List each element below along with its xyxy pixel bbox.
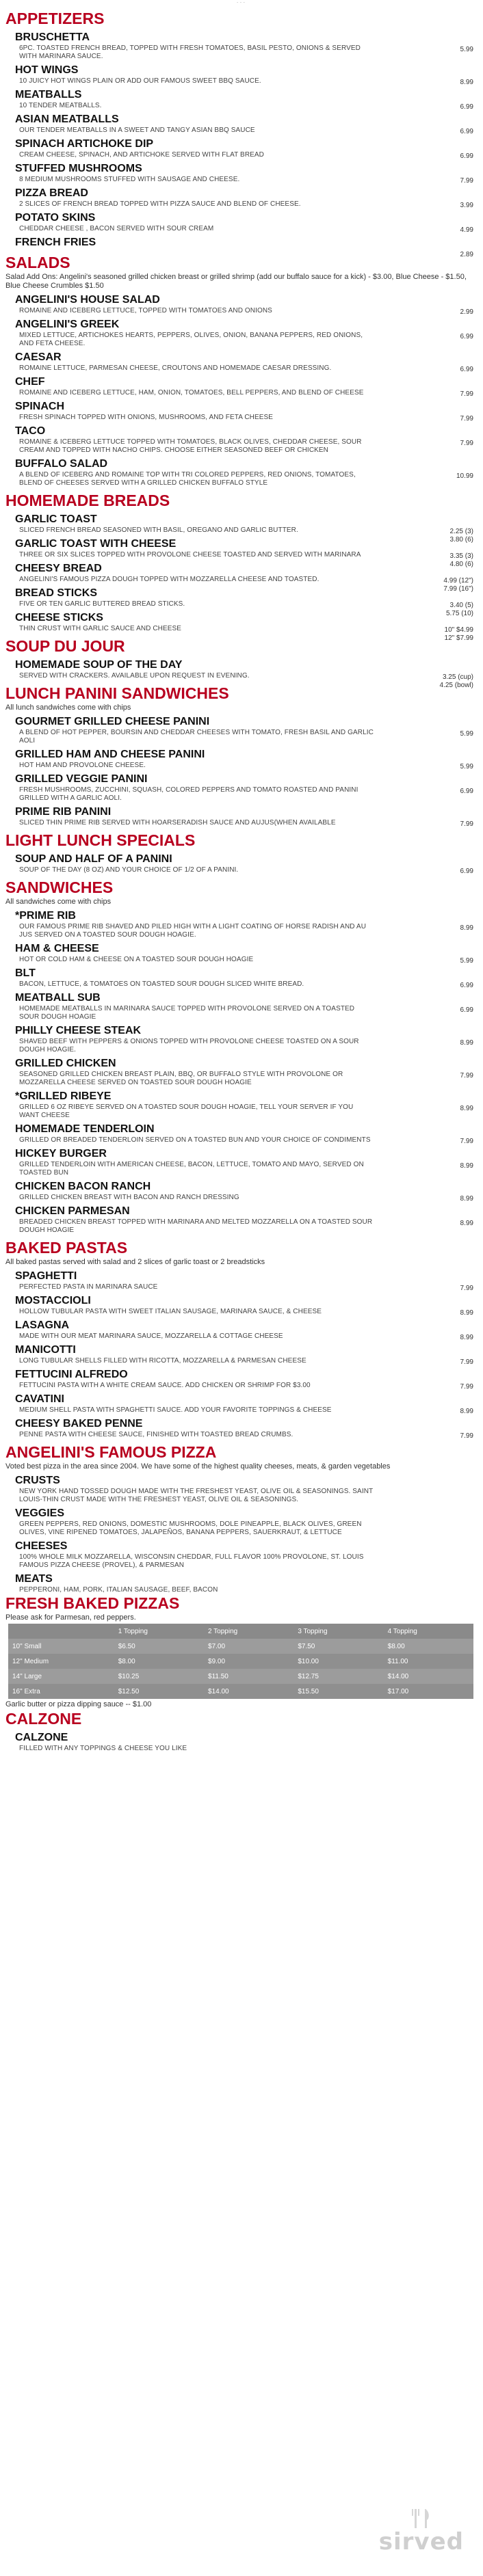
item-name: BREAD STICKS [15, 587, 98, 599]
item-name: MOSTACCIOLI [15, 1295, 91, 1306]
menu-item [5, 293, 476, 315]
item-description: 2 SLICES OF FRENCH BREAD TOPPED WITH PIZZA SAUCE AND BLEND OF CHEESE. [19, 200, 301, 208]
menu-item [5, 1474, 476, 1504]
menu-sections [5, 10, 476, 1594]
item-description: 6PC. TOASTED FRENCH BREAD, TOPPED WITH FRESH TOMATOES, BASIL PESTO, ONIONS & SERVED WITH MARINARA SAUCE. [19, 44, 361, 60]
item-name: FRENCH FRIES [15, 237, 96, 248]
menu-item [5, 1731, 476, 1753]
top-divider: · · · [236, 0, 246, 5]
item-description: PERFECTED PASTA IN MARINARA SAUCE [19, 1283, 158, 1291]
menu-item [5, 805, 476, 827]
item-name: TACO [15, 425, 46, 437]
item-price: 3.99 [460, 202, 473, 209]
menu-section [5, 10, 476, 258]
menu-item [5, 351, 476, 373]
item-description: THREE OR SIX SLICES TOPPED WITH PROVOLONE CHEESE TOASTED AND SERVED WITH MARINARA [19, 551, 361, 559]
item-description: FRESH SPINACH TOPPED WITH ONIONS, MUSHROOMS, AND FETA CHEESE [19, 414, 274, 421]
table-cell: $11.50 [204, 1669, 293, 1684]
table-row [8, 1669, 473, 1684]
menu-item [5, 1507, 476, 1537]
table-header-cell [8, 1624, 114, 1639]
menu-item [5, 88, 476, 110]
item-description: FRESH MUSHROOMS, ZUCCHINI, SQUASH, COLORED PEPPERS AND TOMATO ROASTED AND PANINI GRILLED WITH A GARLIC AOLI. [19, 786, 358, 802]
item-name: SPAGHETTI [15, 1270, 77, 1282]
item-price: 7.99 [460, 1383, 473, 1391]
section-note: All sandwiches come with chips [5, 898, 112, 906]
watermark-logo: sirved [378, 2528, 464, 2555]
section-title: LUNCH PANINI SANDWICHES [5, 684, 229, 702]
item-name: CHEF [15, 376, 45, 388]
table-cell: $9.00 [204, 1654, 293, 1669]
item-price: 6.99 [460, 128, 473, 135]
section-title: SALADS [5, 254, 70, 271]
item-price: 8.99 [460, 1039, 473, 1047]
table-row [8, 1684, 473, 1699]
item-price: 5.99 [460, 46, 473, 53]
table-row [8, 1654, 473, 1669]
item-name: HOMEMADE TENDERLOIN [15, 1123, 155, 1135]
menu-item [5, 113, 476, 135]
menu-item [5, 318, 476, 348]
menu-item [5, 715, 476, 745]
menu-item [5, 457, 476, 487]
item-name: CHICKEN PARMESAN [15, 1205, 130, 1217]
section-title: LIGHT LUNCH SPECIALS [5, 831, 196, 849]
menu-item [5, 587, 476, 617]
item-name: ANGELINI'S GREEK [15, 319, 120, 330]
item-description: BREADED CHICKEN BREAST TOPPED WITH MARINARA AND MELTED MOZZARELLA ON A TOASTED SOUR DOUGH HOAGIE [19, 1218, 373, 1234]
table-cell: $15.50 [293, 1684, 383, 1699]
menu-item [5, 1024, 476, 1054]
item-price: 8.99 [460, 1309, 473, 1317]
section-title: APPETIZERS [5, 10, 105, 27]
item-description: SERVED WITH CRACKERS. AVAILABLE UPON REQUEST IN EVENING. [19, 672, 250, 680]
item-name: SOUP AND HALF OF A PANINI [15, 853, 172, 865]
menu-item [5, 1123, 476, 1144]
table-header-cell: 1 Topping [114, 1624, 204, 1639]
item-description: 10 TENDER MEATBALLS. [19, 102, 102, 109]
item-price: 3.35 (3) 4.80 (6) [449, 552, 473, 568]
table-cell: $10.25 [114, 1669, 204, 1684]
item-price: 7.99 [460, 820, 473, 828]
item-description: 100% WHOLE MILK MOZZARELLA, WISCONSIN CHEDDAR, FULL FLAVOR 100% PROVOLONE, ST. LOUIS FAMOUS PIZZA CHEESE (PROVEL), & PARMESAN [19, 1553, 364, 1569]
item-price: 10" $4.99 12" $7.99 [444, 626, 473, 642]
item-description: GRILLED OR BREADED TENDERLOIN SERVED ON A TOASTED BUN AND YOUR CHOICE OF CONDIMENTS [19, 1136, 371, 1144]
menu-item [5, 1147, 476, 1177]
table-header-cell: 2 Topping [204, 1624, 293, 1639]
table-cell: 16" Extra [8, 1684, 114, 1699]
item-name: CHEESY BREAD [15, 563, 102, 574]
menu-item [5, 1057, 476, 1087]
item-description: OUR FAMOUS PRIME RIB SHAVED AND PILED HIGH WITH A LIGHT COATING OF HORSE RADISH AND AU JUS SERVED ON A TOASTED SOUR DOUGH HOAGIE. [19, 923, 367, 939]
menu-section [5, 831, 476, 874]
section-note: All baked pastas served with salad and 2 slices of garlic toast or 2 breadsticks [5, 1258, 265, 1266]
item-description: FILLED WITH ANY TOPPINGS & CHEESE YOU LIKE [19, 1745, 187, 1752]
item-name: HOMEMADE SOUP OF THE DAY [15, 659, 183, 671]
item-description: GRILLED CHICKEN BREAST WITH BACON AND RANCH DRESSING [19, 1194, 239, 1201]
menu-item [5, 991, 476, 1021]
menu-section [5, 684, 476, 827]
item-price: 6.99 [460, 103, 473, 111]
item-name: CAVATINI [15, 1393, 64, 1405]
table-cell: 10" Small [8, 1639, 114, 1654]
item-description: ROMAINE LETTUCE, PARMESAN CHEESE, CROUTONS AND HOMEMADE CAESAR DRESSING. [19, 364, 332, 372]
menu-item [5, 1393, 476, 1414]
table-row [8, 1639, 473, 1654]
item-name: BRUSCHETTA [15, 31, 90, 43]
section-title: HOMEMADE BREADS [5, 492, 170, 509]
item-name: POTATO SKINS [15, 212, 96, 224]
item-description: PEPPERONI, HAM, PORK, ITALIAN SAUSAGE, BEEF, BACON [19, 1586, 218, 1594]
section-title: SOUP DU JOUR [5, 637, 125, 655]
item-name: CHEESY BAKED PENNE [15, 1418, 143, 1430]
item-description: OUR TENDER MEATBALLS IN A SWEET AND TANGY ASIAN BBQ SAUCE [19, 126, 255, 134]
table-cell: $6.50 [114, 1639, 204, 1654]
item-name: ASIAN MEATBALLS [15, 113, 119, 125]
menu-item [5, 1294, 476, 1316]
section-title: FRESH BAKED PIZZAS [5, 1594, 180, 1612]
table-cell: $11.00 [384, 1654, 473, 1669]
item-price: 6.99 [460, 868, 473, 875]
menu-item [5, 187, 476, 209]
item-name: GARLIC TOAST WITH CHEESE [15, 538, 177, 550]
menu-item [5, 425, 476, 455]
table-cell: 12" Medium [8, 1654, 114, 1669]
item-price: 7.99 [460, 177, 473, 185]
pizza-footer-note: Garlic butter or pizza dipping sauce -- $1.00 [5, 1700, 152, 1708]
menu-item [5, 853, 476, 874]
calzone-section [5, 1710, 476, 1753]
item-description: GREEN PEPPERS, RED ONIONS, DOMESTIC MUSHROOMS, DOLE PINEAPPLE, BLACK OLIVES, GREEN OLIVES, VINE RIPENED TOMATOES, JALAPEÑOS, BANANA PEPPERS, SAUERKRAUT, & LETTUCE [19, 1520, 362, 1536]
item-name: GOURMET GRILLED CHEESE PANINI [15, 716, 210, 727]
item-name: BUFFALO SALAD [15, 458, 108, 470]
menu-item [5, 1417, 476, 1439]
menu-item [5, 64, 476, 85]
item-name: CHEESES [15, 1540, 68, 1552]
item-name: MEATBALL SUB [15, 992, 101, 1004]
table-cell: $12.75 [293, 1669, 383, 1684]
menu-section [5, 637, 476, 689]
item-description: SLICED FRENCH BREAD SEASONED WITH BASIL, OREGANO AND GARLIC BUTTER. [19, 526, 298, 534]
item-name: ANGELINI'S HOUSE SALAD [15, 294, 160, 306]
item-name: HICKEY BURGER [15, 1148, 107, 1159]
item-description: SLICED THIN PRIME RIB SERVED WITH HOARSERADISH SAUCE AND AUJUS(WHEN AVAILABLE [19, 819, 336, 827]
item-name: FETTUCINI ALFREDO [15, 1369, 128, 1380]
table-cell: $8.00 [114, 1654, 204, 1669]
menu-section [5, 254, 476, 487]
item-price: 6.99 [460, 333, 473, 340]
item-description: THIN CRUST WITH GARLIC SAUCE AND CHEESE [19, 625, 182, 632]
item-description: LONG TUBULAR SHELLS FILLED WITH RICOTTA, MOZZARELLA & PARMESAN CHEESE [19, 1357, 306, 1365]
menu-item [5, 1319, 476, 1341]
item-name: *GRILLED RIBEYE [15, 1090, 112, 1102]
item-description: GRILLED 6 OZ RIBEYE SERVED ON A TOASTED SOUR DOUGH HOAGIE, TELL YOUR SERVER IF YOU WANT CHEESE [19, 1103, 354, 1119]
menu-item [5, 1090, 476, 1120]
item-price: 2.25 (3) 3.80 (6) [449, 528, 473, 544]
item-description: CHEDDAR CHEESE , BACON SERVED WITH SOUR CREAM [19, 225, 214, 232]
menu-item [5, 1205, 476, 1235]
section-title: SANDWICHES [5, 878, 114, 896]
item-price: 8.99 [460, 1408, 473, 1415]
item-description: ANGELINI'S FAMOUS PIZZA DOUGH TOPPED WITH MOZZARELLA CHEESE AND TOASTED. [19, 576, 319, 583]
item-price: 8.99 [460, 1105, 473, 1112]
item-description: A BLEND OF ICEBERG AND ROMAINE TOP WITH TRI COLORED PEPPERS, RED ONIONS, TOMATOES, BLEND OF CHEESES SERVED WITH A GRILLED CHICKEN BUFFALO STYLE [19, 471, 356, 487]
item-description: HOT OR COLD HAM & CHEESE ON A TOASTED SOUR DOUGH HOAGIE [19, 956, 254, 963]
menu-item [5, 137, 476, 159]
table-cell: $10.00 [293, 1654, 383, 1669]
item-name: SPINACH [15, 401, 65, 412]
menu-section [5, 878, 476, 1235]
item-name: MEATBALLS [15, 89, 82, 100]
table-cell: $7.50 [293, 1639, 383, 1654]
item-price: 7.99 [460, 1358, 473, 1366]
item-name: LASAGNA [15, 1319, 70, 1331]
item-price: 2.89 [460, 251, 473, 258]
item-price: 7.99 [460, 1285, 473, 1292]
item-price: 5.99 [460, 763, 473, 770]
item-price: 8.99 [460, 1195, 473, 1203]
menu-item [5, 537, 476, 568]
item-name: GRILLED VEGGIE PANINI [15, 773, 148, 785]
menu-item [5, 236, 476, 258]
item-description: BACON, LETTUCE, & TOMATOES ON TOASTED SOUR DOUGH SLICED WHITE BREAD. [19, 980, 304, 988]
menu-section [5, 1239, 476, 1439]
item-price: 8.99 [460, 79, 473, 86]
item-price: 5.99 [460, 957, 473, 965]
item-price: 6.99 [460, 366, 473, 373]
menu-item [5, 658, 476, 689]
item-name: STUFFED MUSHROOMS [15, 163, 142, 174]
item-description: ROMAINE & ICEBERG LETTUCE TOPPED WITH TOMATOES, BLACK OLIVES, CHEDDAR CHEESE, SOUR CREAM AND TOPPED WITH NACHO CHIPS. CHOOSE EITHER SEASONED BEEF OR CHICKEN [19, 438, 362, 454]
item-price: 6.99 [460, 982, 473, 989]
item-name: MANICOTTI [15, 1344, 76, 1356]
item-description: SEASONED GRILLED CHICKEN BREAST PLAIN, BBQ, OR BUFFALO STYLE WITH PROVOLONE OR MOZZARELLA CHEESE SERVED ON TOASTED SOUR DOUGH HOAGIE [19, 1071, 343, 1086]
item-description: MIXED LETTUCE, ARTICHOKES HEARTS, PEPPERS, OLIVES, ONION, BANANA PEPPERS, RED ONIONS, AND FETA CHEESE. [19, 332, 363, 347]
table-cell: $14.00 [384, 1669, 473, 1684]
item-price: 10.99 [456, 472, 473, 480]
pizza-price-table [8, 1624, 473, 1699]
section-note: Please ask for Parmesan, red peppers. [5, 1613, 136, 1622]
table-cell: $17.00 [384, 1684, 473, 1699]
item-price: 6.99 [460, 788, 473, 795]
menu-item [5, 773, 476, 803]
item-name: BLT [15, 967, 36, 979]
item-description: 8 MEDIUM MUSHROOMS STUFFED WITH SAUSAGE AND CHEESE. [19, 176, 240, 183]
item-price: 7.99 [460, 1432, 473, 1440]
item-price: 5.99 [460, 730, 473, 738]
item-description: HOLLOW TUBULAR PASTA WITH SWEET ITALIAN SAUSAGE, MARINARA SAUCE, & CHEESE [19, 1308, 322, 1315]
menu-section [5, 492, 476, 642]
item-name: VEGGIES [15, 1507, 65, 1519]
item-name: HAM & CHEESE [15, 943, 99, 954]
item-name: CALZONE [15, 1732, 68, 1743]
table-cell: 14" Large [8, 1669, 114, 1684]
section-title: BAKED PASTAS [5, 1239, 128, 1257]
item-description: A BLEND OF HOT PEPPER, BOURSIN AND CHEDDAR CHEESES WITH TOMATO, FRESH BASIL AND GARLIC AOLI [19, 729, 374, 744]
section-note: All lunch sandwiches come with chips [5, 703, 131, 712]
item-name: GRILLED CHICKEN [15, 1058, 116, 1069]
table-cell: $12.50 [114, 1684, 204, 1699]
item-price: 7.99 [460, 440, 473, 447]
item-description: ROMAINE AND ICEBERG LETTUCE, TOPPED WITH TOMATOES AND ONIONS [19, 307, 272, 314]
menu-item [5, 1572, 476, 1594]
item-price: 7.99 [460, 415, 473, 422]
item-description: MEDIUM SHELL PASTA WITH SPAGHETTI SAUCE. ADD YOUR FAVORITE TOPPINGS & CHEESE [19, 1406, 332, 1414]
item-name: SPINACH ARTICHOKE DIP [15, 138, 154, 150]
menu-item [5, 1343, 476, 1365]
section-note: Voted best pizza in the area since 2004. We have some of the highest quality cheeses, meats, & garden vegetables [5, 1462, 391, 1471]
item-name: CAESAR [15, 351, 62, 363]
menu-item [5, 1180, 476, 1202]
menu-item [5, 967, 476, 989]
item-name: PRIME RIB PANINI [15, 806, 112, 818]
menu-item [5, 400, 476, 422]
item-description: FIVE OR TEN GARLIC BUTTERED BREAD STICKS. [19, 600, 185, 608]
item-name: PIZZA BREAD [15, 187, 88, 199]
section-title: CALZONE [5, 1710, 82, 1728]
item-name: CRUSTS [15, 1475, 60, 1486]
table-cell: $7.00 [204, 1639, 293, 1654]
item-price: 3.40 (5) 5.75 (10) [445, 602, 473, 617]
item-description: NEW YORK HAND TOSSED DOUGH MADE WITH THE FRESHEST YEAST, OLIVE OIL & SEASONINGS. SAINT LOUIS-THIN CRUST MADE WITH THE FRESHEST YEAST, OLIVE OIL & SEASONINGS. [19, 1488, 374, 1503]
item-price: 4.99 (12") 7.99 (16") [443, 577, 473, 593]
table-cell: $14.00 [204, 1684, 293, 1699]
item-name: CHICKEN BACON RANCH [15, 1181, 151, 1192]
item-name: PHILLY CHEESE STEAK [15, 1025, 142, 1036]
item-description: SOUP OF THE DAY (8 OZ) AND YOUR CHOICE OF 1/2 OF A PANINI. [19, 866, 239, 874]
item-description: HOMEMADE MEATBALLS IN MARINARA SAUCE TOPPED WITH PROVOLONE SERVED ON A TOASTED SOUR DOUGH HOAGIE [19, 1005, 355, 1021]
item-price: 6.99 [460, 1006, 473, 1014]
item-description: CREAM CHEESE, SPINACH, AND ARTICHOKE SERVED WITH FLAT BREAD [19, 151, 265, 159]
item-description: MADE WITH OUR MEAT MARINARA SAUCE, MOZZARELLA & COTTAGE CHEESE [19, 1332, 283, 1340]
item-price: 3.25 (cup) 4.25 (bowl) [439, 673, 473, 689]
menu-item [5, 748, 476, 770]
section-note: Salad Add Ons: Angelini's seasoned grilled chicken breast or grilled shrimp (add our buffalo sauce for a kick) - $3.00, Blue Cheese - $1.50, Blue Cheese Crumbles $1.50 [5, 273, 467, 290]
menu-item [5, 31, 476, 61]
item-name: GRILLED HAM AND CHEESE PANINI [15, 749, 205, 760]
item-name: *PRIME RIB [15, 910, 76, 922]
item-name: CHEESE STICKS [15, 612, 103, 623]
menu-item [5, 1540, 476, 1570]
item-price: 7.99 [460, 1072, 473, 1079]
item-name: GARLIC TOAST [15, 513, 97, 525]
item-description: FETTUCINI PASTA WITH A WHITE CREAM SAUCE. ADD CHICKEN OR SHRIMP FOR $3.00 [19, 1382, 311, 1389]
pizza-section [5, 1594, 476, 1708]
item-price: 8.99 [460, 1220, 473, 1227]
item-price: 8.99 [460, 924, 473, 932]
table-header-cell: 3 Topping [293, 1624, 383, 1639]
item-description: SHAVED BEEF WITH PEPPERS & ONIONS TOPPED WITH PROVOLONE CHEESE TOASTED ON A SOUR DOUGH HOAGIE. [19, 1038, 359, 1054]
item-description: HOT HAM AND PROVOLONE CHEESE. [19, 762, 146, 769]
item-price: 8.99 [460, 1162, 473, 1170]
table-header-row [8, 1624, 473, 1639]
item-price: 2.99 [460, 308, 473, 316]
menu-item [5, 162, 476, 184]
item-name: HOT WINGS [15, 64, 79, 76]
section-title: ANGELINI'S FAMOUS PIZZA [5, 1443, 217, 1461]
item-price: 7.99 [460, 390, 473, 398]
menu-item [5, 611, 476, 642]
item-description: 10 JUICY HOT WINGS PLAIN OR ADD OUR FAMOUS SWEET BBQ SAUCE. [19, 77, 261, 85]
item-description: ROMAINE AND ICEBERG LETTUCE, HAM, ONION, TOMATOES, BELL PEPPERS, AND BLEND OF CHEESE [19, 389, 364, 397]
menu-item [5, 211, 476, 233]
item-price: 8.99 [460, 1334, 473, 1341]
menu-item [5, 1368, 476, 1390]
item-price: 4.99 [460, 226, 473, 234]
item-price: 6.99 [460, 152, 473, 160]
item-price: 7.99 [460, 1138, 473, 1145]
item-description: PENNE PASTA WITH CHEESE SAUCE, FINISHED WITH TOASTED BREAD CRUMBS. [19, 1431, 293, 1438]
table-cell: $8.00 [384, 1639, 473, 1654]
table-header-cell: 4 Topping [384, 1624, 473, 1639]
menu-section [5, 1443, 476, 1594]
menu-item [5, 909, 476, 939]
item-name: MEATS [15, 1573, 53, 1585]
item-description: GRILLED TENDERLOIN WITH AMERICAN CHEESE, BACON, LETTUCE, TOMATO AND MAYO, SERVED ON TOASTED BUN [19, 1161, 364, 1177]
menu-item [5, 375, 476, 397]
menu-item [5, 1270, 476, 1291]
menu-item [5, 942, 476, 964]
